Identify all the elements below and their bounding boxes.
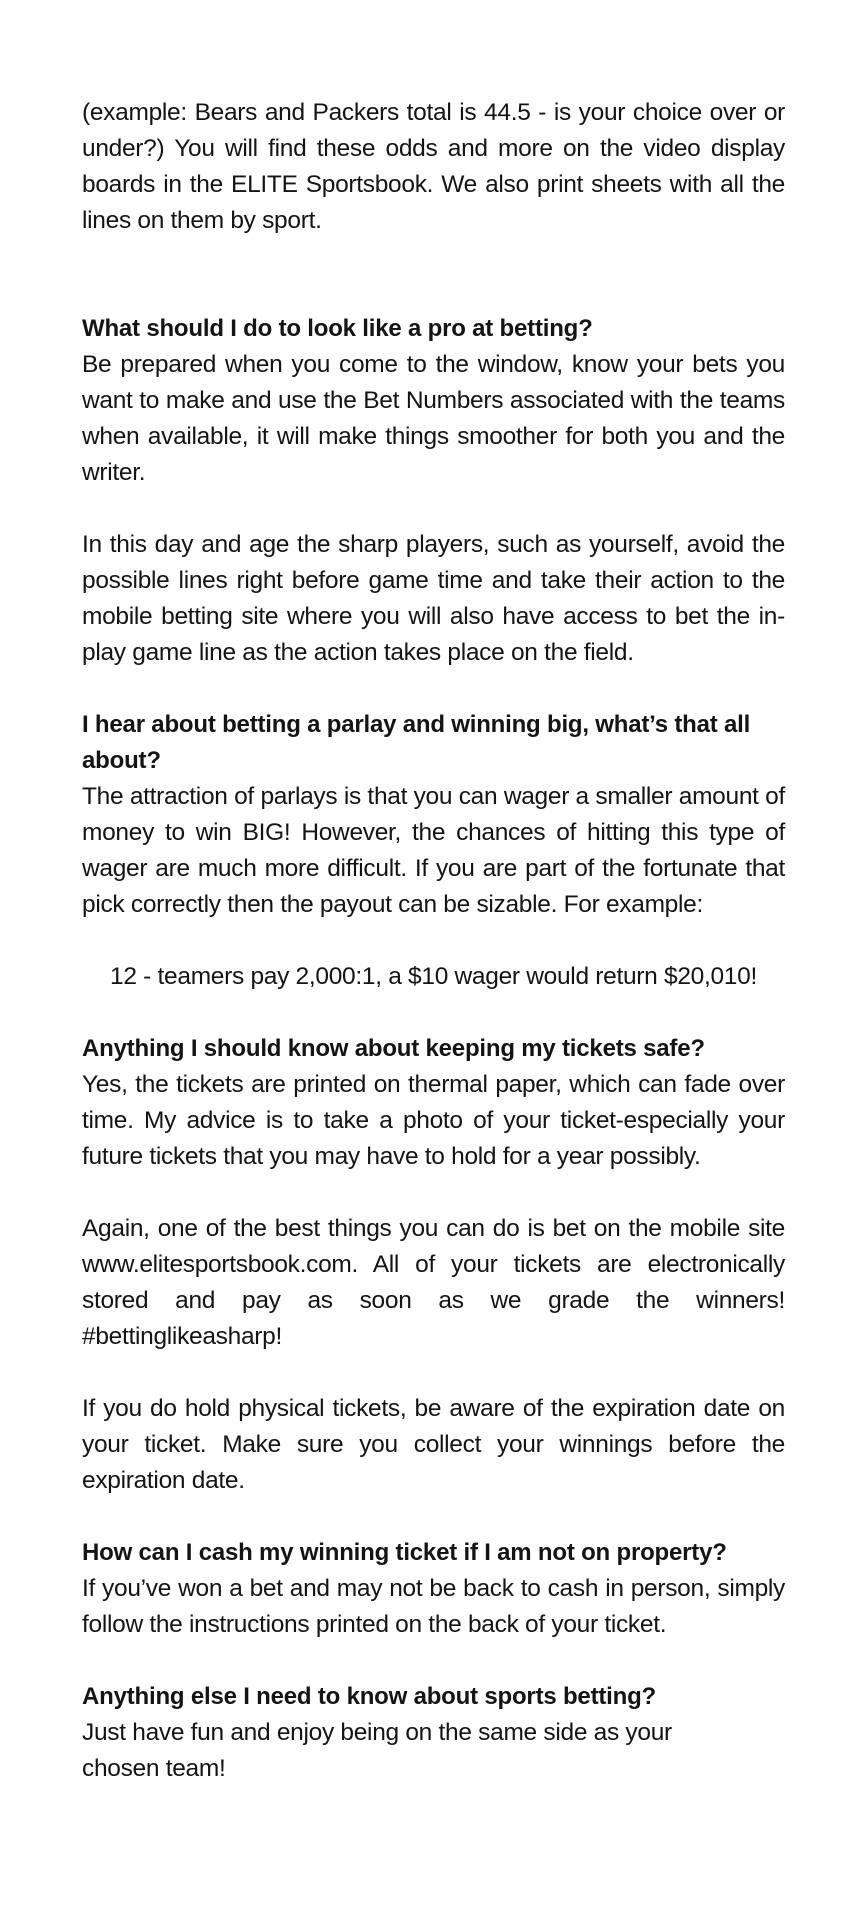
- question-heading-parlay: I hear about betting a parlay and winning big, what’s that all about?: [82, 711, 751, 774]
- answer-paragraph: If you do hold physical tickets, be aware of the expiration date on your ticket. Make sure you collect your winnings before the expiration date.: [82, 1395, 785, 1494]
- paragraph-spacer: [82, 923, 785, 959]
- paragraph-spacer: [82, 491, 785, 527]
- question-heading-tickets-safe: Anything I should know about keeping my tickets safe?: [82, 1035, 705, 1062]
- section-spacer: [82, 995, 785, 1031]
- section-spacer: [82, 671, 785, 707]
- section-spacer: [82, 1499, 785, 1535]
- answer-paragraph: In this day and age the sharp players, such as yourself, avoid the possible lines right before game time and take their action to the mobile betting site where you will also have access to bet the in-play game line as the action takes place on the field.: [82, 531, 785, 666]
- question-heading-anything-else: Anything else I need to know about sports betting?: [82, 1683, 657, 1710]
- question-heading-pro-betting: What should I do to look like a pro at betting?: [82, 315, 593, 342]
- answer-paragraph: Again, one of the best things you can do is bet on the mobile site www.elitesportsbook.com. All of your tickets are electronically stored and pay as soon as we grade the winners! #bettinglikeasharp!: [82, 1215, 785, 1350]
- intro-paragraph: (example: Bears and Packers total is 44.5 - is your choice over or under?) You will find these odds and more on the video display boards in the ELITE Sportsbook. We also print sheets with all the lines on them by sport.: [82, 99, 785, 234]
- answer-paragraph: Be prepared when you come to the window, know your bets you want to make and use the Bet Numbers associated with the teams when available, it will make things smoother for both you and the writer.: [82, 351, 785, 486]
- section-spacer: [82, 239, 785, 311]
- answer-paragraph: The attraction of parlays is that you can wager a smaller amount of money to win BIG! However, the chances of hitting this type of wager are much more difficult. If you are part of the fortunate that pick correctly then the payout can be sizable. For example:: [82, 783, 786, 918]
- section-spacer: [82, 1643, 785, 1679]
- paragraph-spacer: [82, 1355, 785, 1391]
- question-heading-cash-ticket: How can I cash my winning ticket if I am not on property?: [82, 1539, 727, 1566]
- paragraph-spacer: [82, 1175, 785, 1211]
- parlay-example-line: 12 - teamers pay 2,000:1, a $10 wager would return $20,010!: [110, 963, 757, 990]
- answer-paragraph: If you’ve won a bet and may not be back to cash in person, simply follow the instructions printed on the back of your ticket.: [82, 1575, 785, 1638]
- answer-paragraph: Yes, the tickets are printed on thermal paper, which can fade over time. My advice is to take a photo of your ticket-especially your future tickets that you may have to hold for a year possibly.: [82, 1071, 785, 1170]
- answer-paragraph: Just have fun and enjoy being on the same side as your chosen team!: [82, 1719, 672, 1782]
